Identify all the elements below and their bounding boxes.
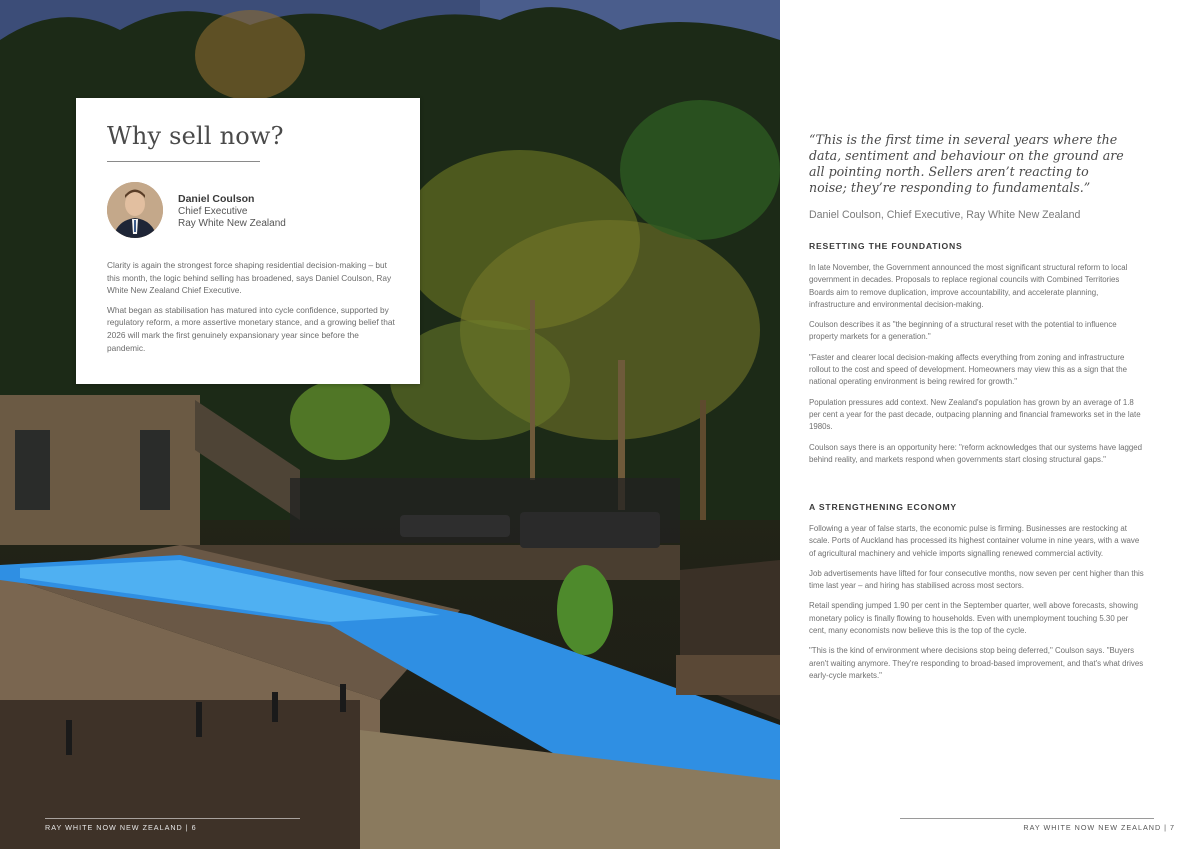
right-page [780, 0, 1200, 849]
person-organisation: Ray White New Zealand [178, 218, 286, 229]
section-paragraph: Retail spending jumped 1.90 per cent in the September quarter, well above forecasts, showing monetary policy is finally flowing to households. Even with unemployment touching 5.30 per cent, many economists now believe this is the top of the cycle. [809, 601, 1138, 636]
person-name: Daniel Coulson [178, 193, 255, 205]
card-paragraph: What began as stabilisation has matured into cycle confidence, supported by regulatory reform, a more assertive monetary stance, and a growing belief that 2026 will mark the first genuinely expansionary year since before the pandemic. [107, 304, 395, 353]
portrait-image [107, 182, 163, 238]
card-title: Why sell now? [107, 122, 284, 150]
quote-attribution: Daniel Coulson, Chief Executive, Ray White New Zealand [809, 209, 1081, 221]
section-paragraph: Job advertisements have lifted for four consecutive months, now seven per cent higher than this time last year – and hiring has stabilised across most sectors. [809, 568, 1144, 591]
card-paragraph: Clarity is again the strongest force shaping residential decision-making – but this month, the logic behind selling has broadened, says Daniel Coulson, Ray White New Zealand Chief Executive. [107, 260, 392, 296]
section-paragraph: In late November, the Government announced the most significant structural reform to local government in decades. Proposals to replace regional councils with Combined Territories Boards aim to remove duplication, improve accountability, and accelerate planning, infrastructure and environmental decision-making. [809, 263, 1128, 309]
page-footer-left: RAY WHITE NOW NEW ZEALAND | 6 [45, 823, 197, 832]
section-paragraph: Coulson says there is an opportunity here: "reform acknowledges that our systems have lagged behind reality, and markets respond when governments start closing structural gaps." [809, 442, 1143, 464]
section-heading: RESETTING THE FOUNDATIONS [809, 241, 963, 251]
title-divider [107, 161, 260, 162]
why-sell-now-card [76, 98, 420, 384]
section-heading: A STRENGTHENING ECONOMY [809, 502, 957, 512]
section-paragraph: "Faster and clearer local decision-making affects everything from zoning and infrastructure rollout to the cost and speed of development. Homeowners may view this as a sign that the national operating environment is being rewired for growth." [809, 352, 1127, 387]
footer-divider [900, 818, 1154, 819]
section-body [809, 523, 1145, 690]
footer-divider [45, 818, 300, 819]
section-paragraph: Coulson describes it as "the beginning of a structural reset with the potential to influence property markets for a generation." [809, 320, 1117, 342]
section-paragraph: Population pressures add context. New Zealand's population has grown by an average of 1.8 per cent a year for the past decade, outpacing planning and financial frameworks set in the late 1980s. [809, 397, 1141, 432]
section-paragraph: "This is the kind of environment where decisions stop being deferred," Coulson says. "Buyers aren't waiting anymore. They're responding to broad-based improvement, and that's what drives early-cycle markets." [809, 646, 1144, 680]
pull-quote: “This is the first time in several years where the data, sentiment and behaviour on the ground are all pointing north. Sellers aren’t reacting to noise; they’re responding to fundamentals.” [809, 132, 1124, 195]
person-role: Chief Executive [178, 206, 248, 217]
card-body [107, 259, 395, 361]
section-paragraph: Following a year of false starts, the economic pulse is firming. Businesses are restocking at scale. Ports of Auckland has processed its highest container volume in nine years, with a wave of agricultural machinery and vehicle imports signalling renewed commercial activity. [809, 524, 1140, 558]
section-body [809, 262, 1145, 474]
avatar [107, 182, 163, 238]
page-footer-right: RAY WHITE NOW NEW ZEALAND | 7 [1023, 823, 1175, 832]
